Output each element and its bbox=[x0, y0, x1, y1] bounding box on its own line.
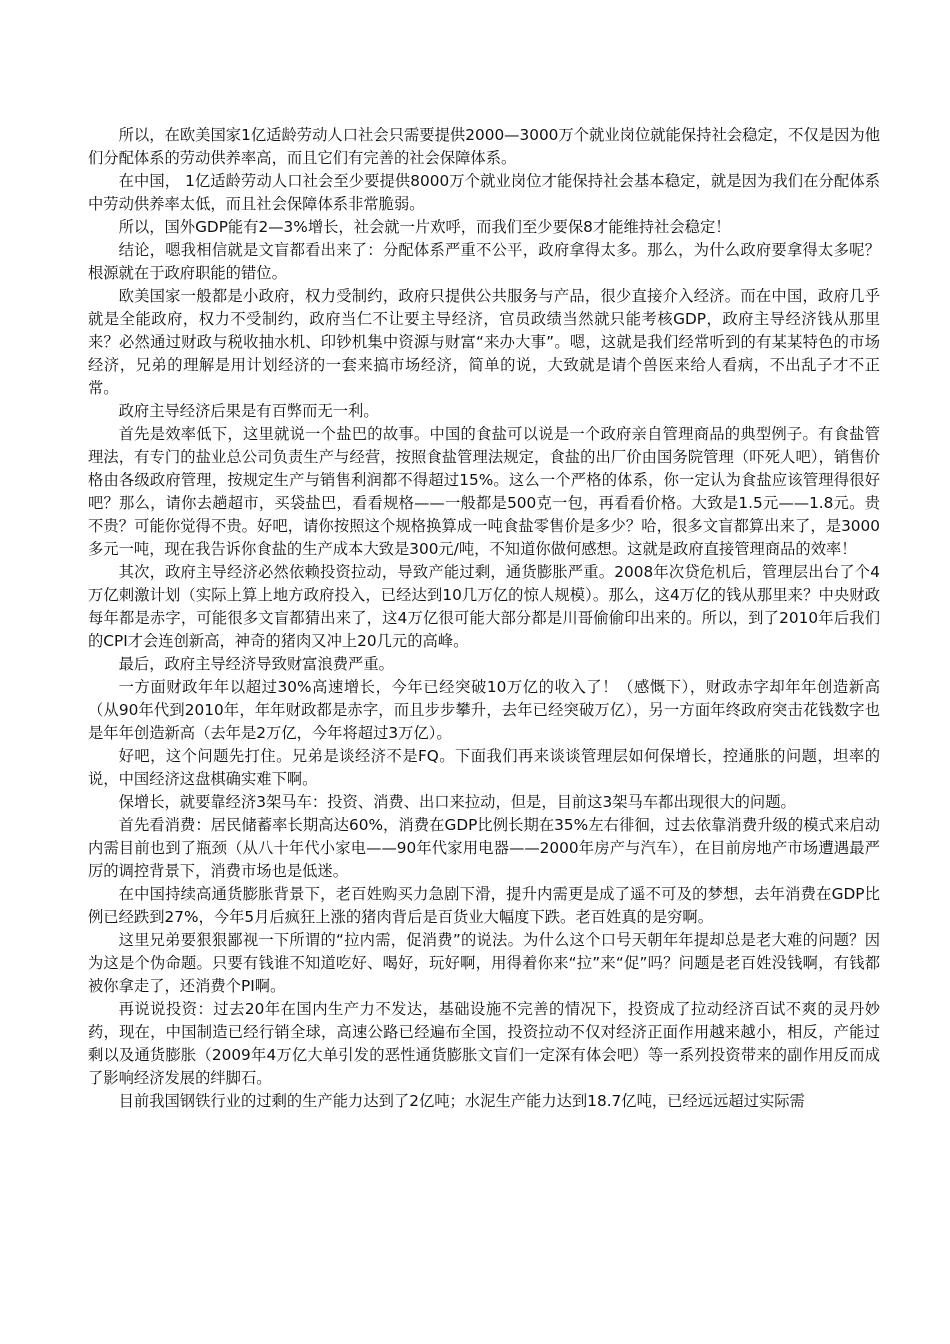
paragraph: 好吧，这个问题先打住。兄弟是谈经济不是FQ。下面我们再来谈谈管理层如何保增长，控通胀的问题，坦率的说，中国经济这盘棋确实难下啊。 bbox=[88, 747, 880, 788]
paragraph: 欧美国家一般都是小政府，权力受制约，政府只提供公共服务与产品，很少直接介入经济。而在中国，政府几乎就是全能政府，权力不受制约，政府当仁不让要主导经济，官员政绩当然就只能考核GDP，政府主导经济钱从那里来？必然通过财政与税收抽水机、印钞机集中资源与财富“来办大事”。嗯，这就是我们经常听到的有某某特色的市场经济，兄弟的理解是用计划经济的一套来搞市场经济，简单的说，大致就是请个兽医来给人看病，不出乱子才不正常。 bbox=[88, 287, 880, 397]
paragraph: 首先是效率低下，这里就说一个盐巴的故事。中国的食盐可以说是一个政府亲自管理商品的典型例子。有食盐管理法，有专门的盐业总公司负责生产与经营，按照食盐管理法规定，食盐的出厂价由国务院管理（吓死人吧），销售价格由各级政府管理，按规定生产与销售利润都不得超过15%。这么一个严格的体系，你一定认为食盐应该管理得很好吧？那么，请你去趟超市，买袋盐巴，看看规格——一般都是500克一包，再看看价格。大致是1.5元——1.8元。贵不贵？可能你觉得不贵。好吧，请你按照这个规格换算成一吨食盐零售价是多少？哈，很多文盲都算出来了，是3000多元一吨，现在我告诉你食盐的生产成本大致是300元/吨，不知道你做何感想。这就是政府直接管理商品的效率！ bbox=[88, 425, 880, 558]
paragraph: 所以，在欧美国家1亿适龄劳动人口社会只需要提供2000—3000万个就业岗位就能保持社会稳定，不仅是因为他们分配体系的劳动供养率高，而且它们有完善的社会保障体系。 bbox=[88, 126, 880, 167]
paragraph: 政府主导经济后果是有百弊而无一利。 bbox=[118, 402, 379, 420]
paragraph: 在中国， 1亿适龄劳动人口社会至少要提供8000万个就业岗位才能保持社会基本稳定，就是因为我们在分配体系中劳动供养率太低，而且社会保障体系非常脆弱。 bbox=[88, 172, 880, 213]
article-body bbox=[88, 124, 880, 1113]
paragraph: 其次，政府主导经济必然依赖投资拉动，导致产能过剩，通货膨胀严重。2008年次贷危机后，管理层出台了个4万亿刺激计划（实际上算上地方政府投入，已经达到10几万亿的惊人规模）。那么，这4万亿的钱从那里来？中央财政每年都是赤字，可能很多文盲都猜出来了，这4万亿很可能大部分都是川哥偷偷印出来的。所以，到了2010年后我们的CPI才会连创新高，神奇的猪肉又冲上20几元的高峰。 bbox=[88, 563, 880, 650]
paragraph: 再说说投资：过去20年在国内生产力不发达，基础设施不完善的情况下，投资成了拉动经济百试不爽的灵丹妙药，现在，中国制造已经行销全球，高速公路已经遍布全国，投资拉动不仅对经济正面作用越来越小，相反，产能过剩以及通货膨胀（2009年4万亿大单引发的恶性通货膨胀文盲们一定深有体会吧）等一系列投资带来的副作用反而成了影响经济发展的绊脚石。 bbox=[88, 1000, 880, 1087]
paragraph: 目前我国钢铁行业的过剩的生产能力达到了2亿吨；水泥生产能力达到18.7亿吨，已经远远超过实际需 bbox=[118, 1092, 805, 1110]
paragraph: 在中国持续高通货膨胀背景下，老百姓购买力急剧下滑，提升内需更是成了遥不可及的梦想，去年消费在GDP比例已经跌到27%，今年5月后疯狂上涨的猪肉背后是百货业大幅度下跌。老百姓真的是穷啊。 bbox=[88, 885, 880, 926]
paragraph: 结论，嗯我相信就是文盲都看出来了：分配体系严重不公平，政府拿得太多。那么，为什么政府要拿得太多呢？根源就在于政府职能的错位。 bbox=[88, 241, 880, 282]
paragraph: 首先看消费：居民储蓄率长期高达60%，消费在GDP比例长期在35%左右徘徊，过去依靠消费升级的模式来启动内需目前也到了瓶颈（从八十年代小家电——90年代家用电器——2000年房产与汽车），在目前房地产市场遭遇最严厉的调控背景下，消费市场也是低迷。 bbox=[88, 816, 880, 880]
paragraph: 最后，政府主导经济导致财富浪费严重。 bbox=[118, 655, 394, 673]
paragraph: 保增长，就要靠经济3架马车：投资、消费、出口来拉动，但是，目前这3架马车都出现很大的问题。 bbox=[118, 793, 796, 811]
paragraph: 一方面财政年年以超过30%高速增长，今年已经突破10万亿的收入了！（感慨下），财政赤字却年年创造新高（从90年代到2010年，年年财政都是赤字，而且步步攀升，去年已经突破万亿），另一方面年终政府突击花钱数字也是年年创造新高（去年是2万亿，今年将超过3万亿）。 bbox=[88, 678, 880, 742]
paragraph: 这里兄弟要狠狠鄙视一下所谓的“拉内需，促消费”的说法。为什么这个口号天朝年年提却总是老大难的问题？因为这是个伪命题。只要有钱谁不知道吃好、喝好，玩好啊，用得着你来“拉”来“促”吗？问题是老百姓没钱啊，有钱都被你拿走了，还消费个PI啊。 bbox=[88, 931, 880, 995]
paragraph: 所以，国外GDP能有2—3%增长，社会就一片欢呼，而我们至少要保8才能维持社会稳定！ bbox=[118, 218, 731, 236]
